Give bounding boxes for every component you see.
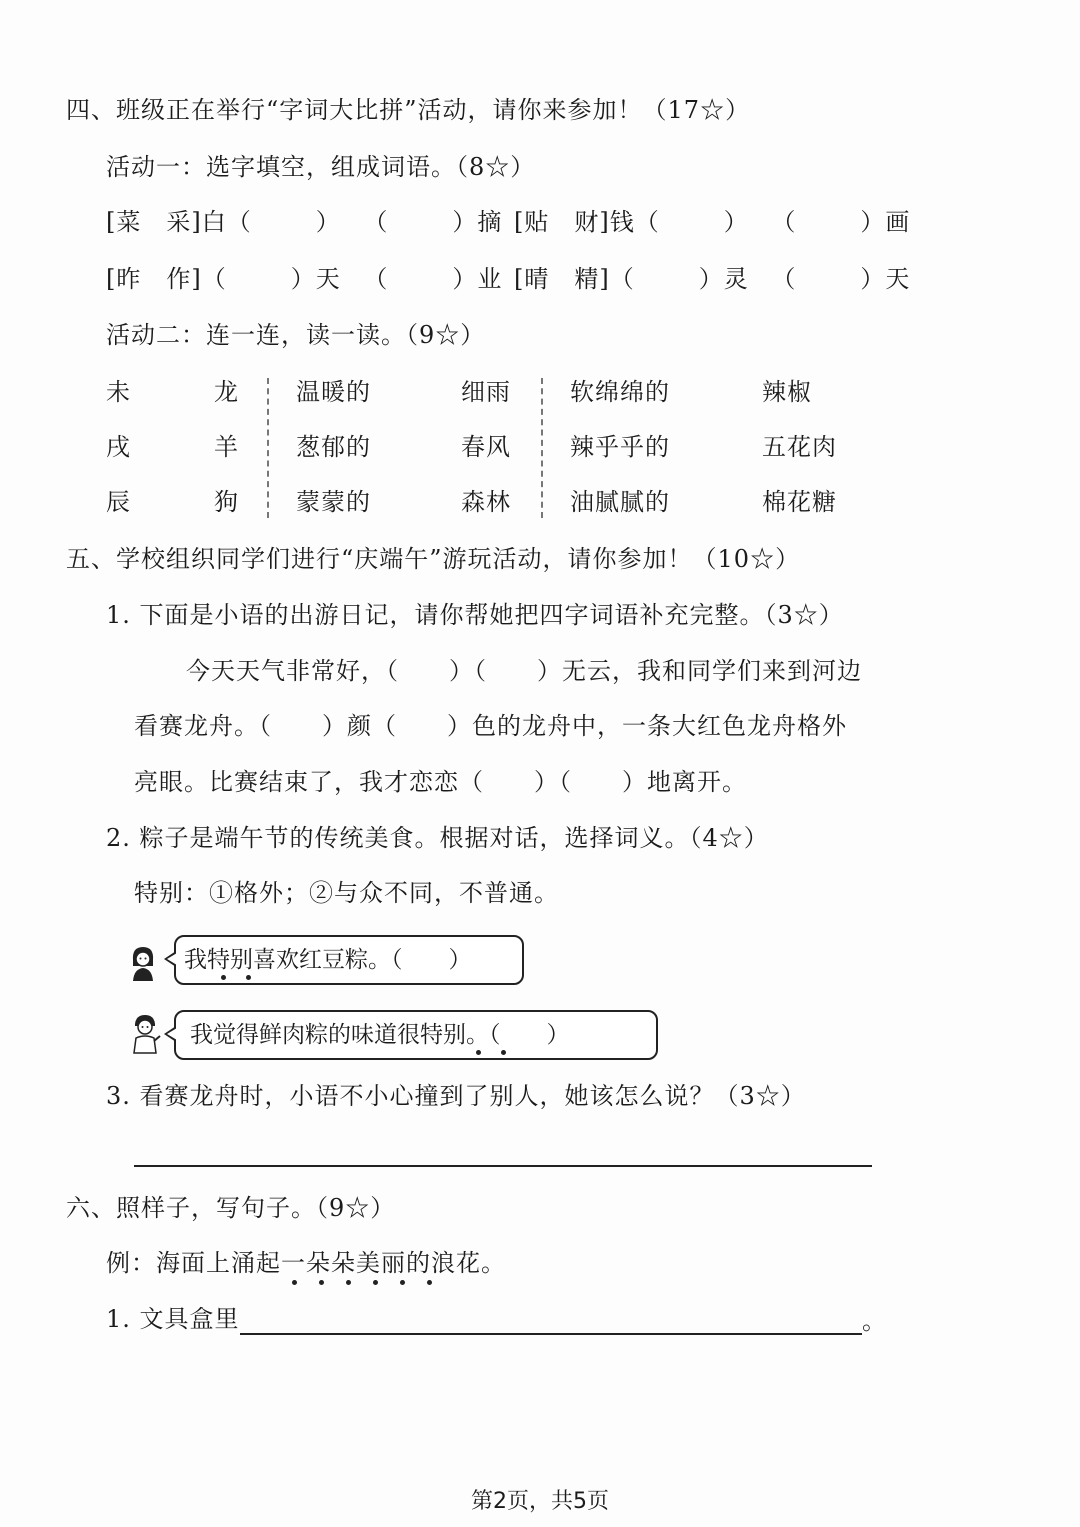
girl-avatar-icon [128,944,158,982]
choice-box: [菜 采] [106,208,202,236]
page-number: 第2页，共5页 [471,1489,609,1514]
answer-line[interactable] [134,1165,872,1167]
match-item[interactable]: 春风 [461,433,511,461]
emphasis-dot [373,1280,378,1285]
match-item[interactable]: 辣椒 [762,378,812,406]
emphasis-dot [501,1050,506,1055]
match-item[interactable]: 戌 [106,433,131,461]
activity1-title: 活动一：选字填空，组成词语。（8☆） [106,153,536,181]
diary-line-2: 看赛龙舟。（ ）颜（ ）色的龙舟中，一条大红色龙舟格外 [134,712,847,740]
answer-line[interactable] [240,1333,862,1335]
choice-box: [晴 精] [514,265,610,293]
match-item[interactable]: 龙 [214,378,239,406]
section5-title: 五、学校组织同学们进行“庆端午”游玩活动，请你参加！（10☆） [66,545,801,573]
emphasis-dot [427,1280,432,1285]
emphasis-dot [400,1280,405,1285]
section6-title: 六、照样子，写句子。（9☆） [66,1194,396,1222]
match-item[interactable]: 细雨 [461,378,511,406]
emphasis-dot [246,975,251,980]
fill-row-1b: [贴 财]钱（ ） （ ）画 [514,208,911,236]
match-item[interactable]: 未 [106,378,131,406]
match-item[interactable]: 温暖的 [296,378,371,406]
fill-row-1: [菜 采]白（ ） （ ）摘 [106,208,503,236]
column-divider [541,378,543,518]
section4-title: 四、班级正在举行“字词大比拼”活动，请你来参加！（17☆） [66,96,751,124]
emphasis-dot [221,975,226,980]
q3-title: 3. 看赛龙舟时，小语不小心撞到了别人，她该怎么说？（3☆） [106,1082,806,1110]
match-item[interactable]: 辰 [106,488,131,516]
activity2-title: 活动二：连一连，读一读。（9☆） [106,321,486,349]
choice-box: [贴 财] [514,208,610,236]
diary-line-1: 今天天气非常好，（ ）（ ）无云，我和同学们来到河边 [186,657,862,685]
match-item[interactable]: 辣乎乎的 [570,433,670,461]
speech-bubble-2: 我觉得鲜肉粽的味道很特别。（ ） [174,1010,658,1060]
match-item[interactable]: 狗 [214,488,239,516]
match-item[interactable]: 棉花糖 [762,488,837,516]
emphasis-dot [476,1050,481,1055]
q2-title: 2. 粽子是端午节的传统美食。根据对话，选择词义。（4☆） [106,824,769,852]
fill-row-2b: [晴 精]（ ）灵 （ ）天 [514,265,911,293]
section6-q1-prefix: 1. 文具盒里 [106,1305,240,1333]
column-divider [267,378,269,518]
q1-title: 1. 下面是小语的出游日记，请你帮她把四字词语补充完整。（3☆） [106,601,844,629]
q2-definition: 特别：①格外；②与众不同，不普通。 [134,879,559,907]
emphasis-dot [346,1280,351,1285]
match-item[interactable]: 油腻腻的 [570,488,670,516]
match-item[interactable]: 森林 [461,488,511,516]
match-item[interactable]: 软绵绵的 [570,378,670,406]
choice-box: [昨 作] [106,265,202,293]
match-item[interactable]: 五花肉 [762,433,837,461]
example-sentence: 例：海面上涌起一朵朵美丽的浪花。 [106,1249,506,1277]
emphasis-dot [319,1280,324,1285]
boy-avatar-icon [128,1012,162,1054]
match-item[interactable]: 羊 [214,433,239,461]
match-item[interactable]: 蒙蒙的 [296,488,371,516]
fill-row-2: [昨 作]（ ）天 （ ）业 [106,265,503,293]
emphasis-dot [292,1280,297,1285]
diary-line-3: 亮眼。比赛结束了，我才恋恋（ ）（ ）地离开。 [134,768,747,796]
speech-bubble-1: 我特别喜欢红豆粽。（ ） [174,935,524,985]
match-item[interactable]: 葱郁的 [296,433,371,461]
section6-q1-suffix: 。 [862,1307,887,1335]
